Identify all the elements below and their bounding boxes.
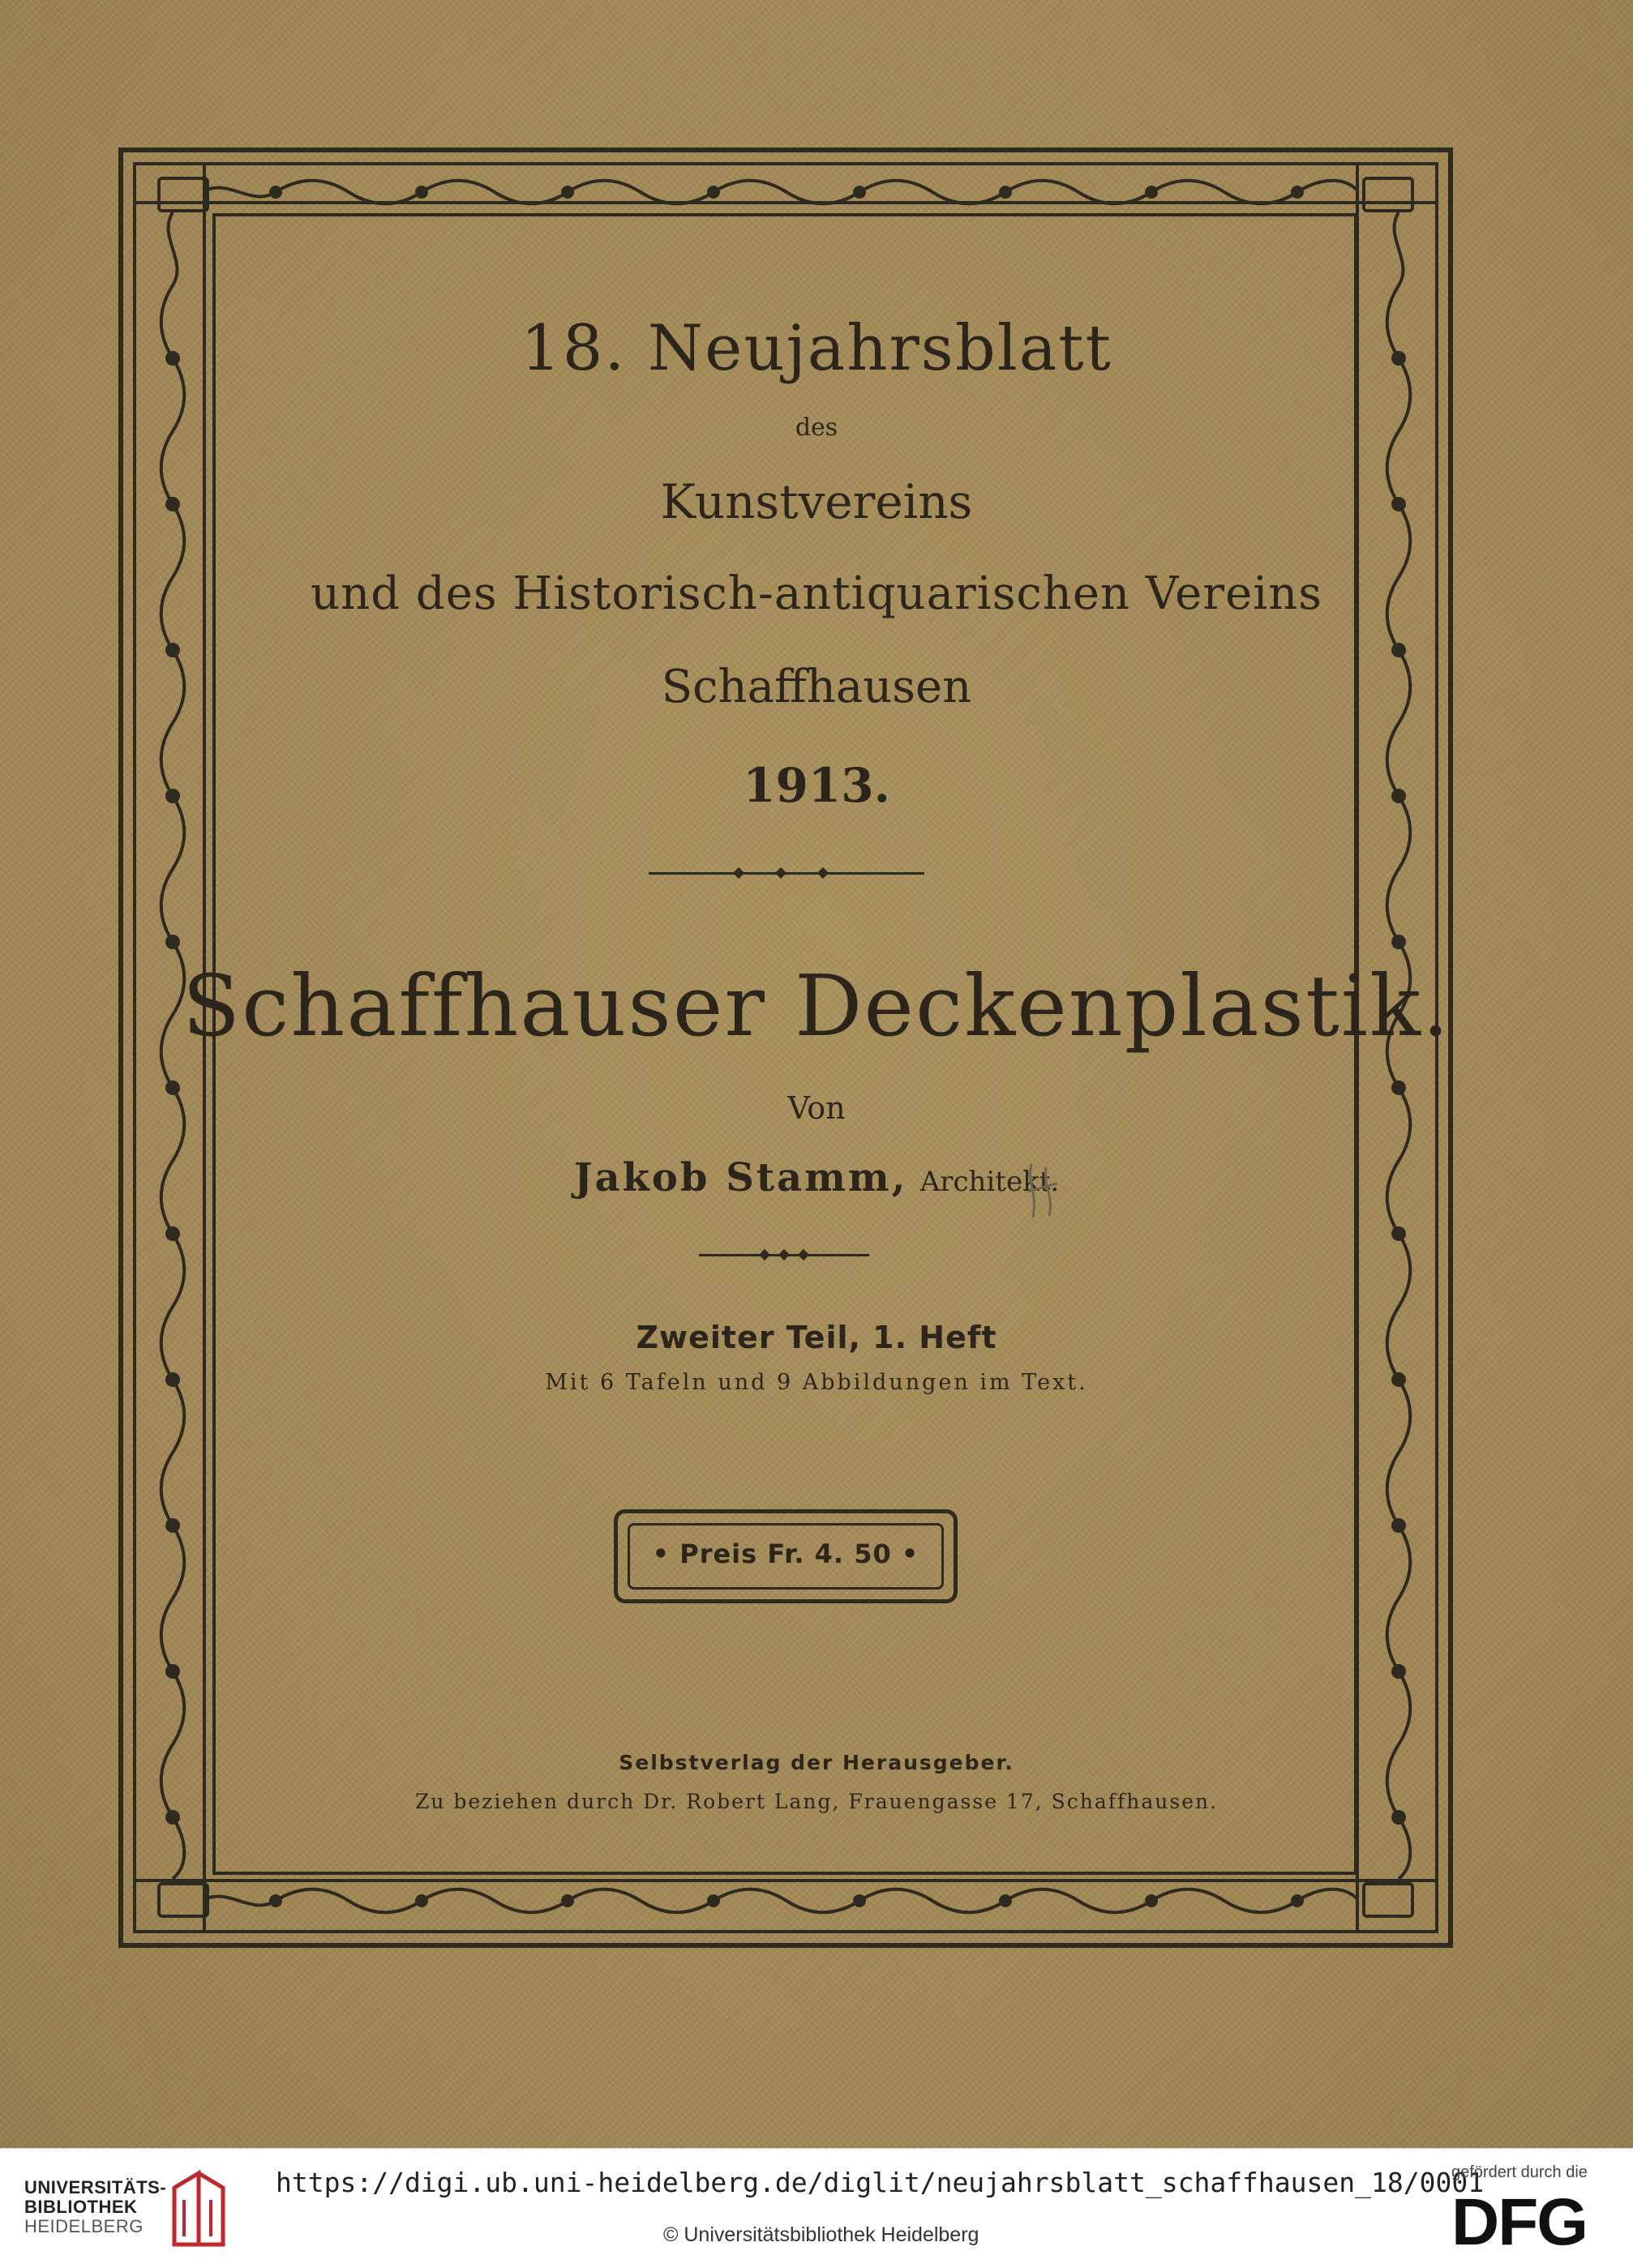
des-text: des [795,413,838,442]
city-name: Schaffhausen [661,661,972,713]
distribution-note: Zu beziehen durch Dr. Robert Lang, Frauengasse 17, Schaffhausen. [414,1790,1219,1813]
funded-by-label: gefördert durch die [1451,2163,1588,2181]
pencil-mark-drawing [1022,1159,1062,1224]
plates-note: Mit 6 Tafeln und 9 Abbildungen im Text. [545,1370,1088,1395]
library-logo[interactable] [24,2178,166,2236]
year: 1913. [743,758,890,813]
publisher-note: Selbstverlag der Herausgeber. [619,1751,1014,1774]
footer-bar [0,2148,1633,2268]
copyright-notice: © Universitätsbibliothek Heidelberg [663,2223,979,2246]
author-line [0,1155,1633,1200]
author-name: Jakob Stamm, [573,1155,908,1200]
part-heading: Zweiter Teil, 1. Heft [636,1320,997,1355]
library-emblem-icon [166,2163,229,2253]
library-name-line-1: UNIVERSITÄTS- [24,2177,167,2197]
by-label: Von [787,1090,846,1126]
society-line-2: und des Historisch-antiquarischen Vereins [311,567,1322,620]
library-name-line-3: HEIDELBERG [24,2216,144,2236]
price-label: • Preis Fr. 4. 50 • [652,1538,919,1569]
corner-ornament-bottom-left [157,1882,209,1918]
library-name-line-2: BIBLIOTHEK [24,2197,138,2217]
dfg-logo[interactable]: DFG [1451,2185,1588,2259]
permalink-url[interactable]: https://digi.ub.uni-heidelberg.de/diglit/neujahrsblatt_schaffhausen_18/0001 [276,2167,1485,2198]
corner-ornament-bottom-right [1362,1882,1414,1918]
series-title: 18. Neujahrsblatt [521,312,1112,385]
society-line-1: Kunstvereins [660,474,973,529]
main-title: Schaffhauser Deckenplastik. [182,956,1451,1055]
corner-ornament-top-left [157,177,209,212]
top-garland-ornament [203,173,1359,211]
author-role: Architekt. [919,1166,1060,1198]
bottom-garland-ornament [203,1882,1359,1919]
corner-ornament-top-right [1362,177,1414,212]
